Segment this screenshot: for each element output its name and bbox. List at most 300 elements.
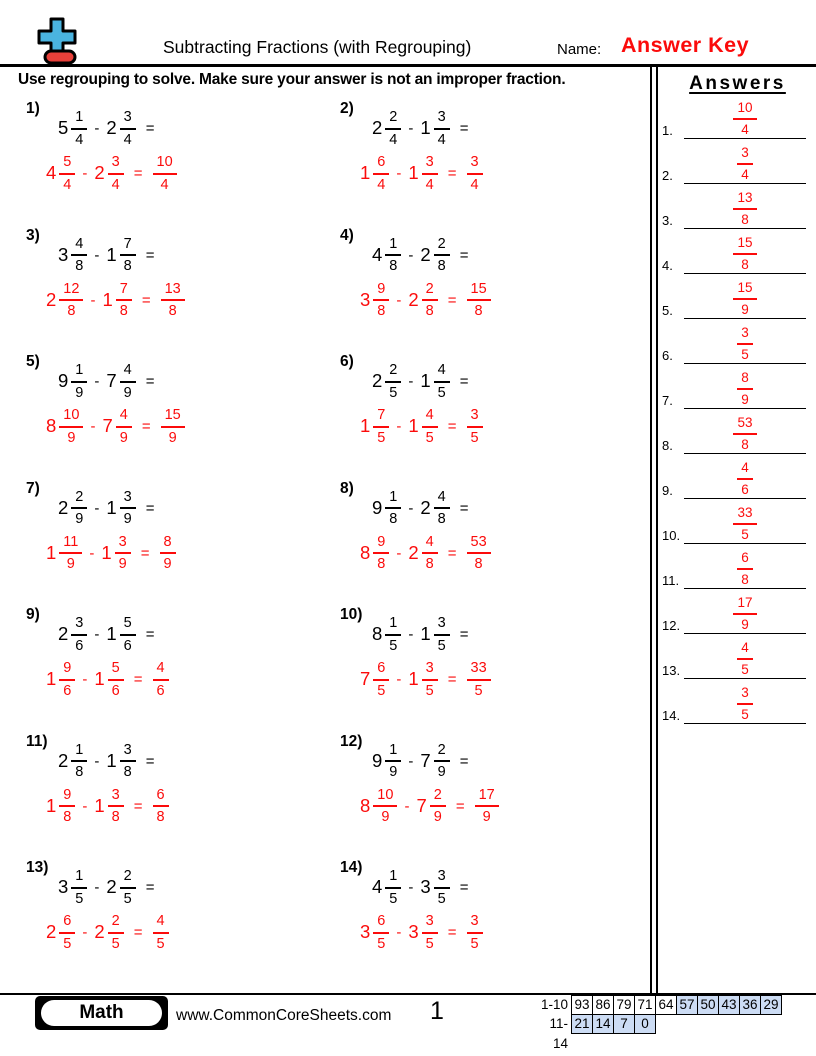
fraction-numerator: 10 <box>377 786 394 803</box>
score-cell: 43 <box>718 995 740 1015</box>
fraction-numerator: 3 <box>437 868 446 884</box>
fraction <box>108 155 124 192</box>
fraction-numerator: 4 <box>156 913 165 929</box>
minus-sign: - <box>94 373 100 390</box>
whole-number: 7 <box>360 668 371 690</box>
fraction-numerator: 17 <box>737 595 753 610</box>
fraction-denominator: 5 <box>377 429 386 446</box>
minus-sign: - <box>396 671 402 688</box>
fraction <box>385 110 401 147</box>
fraction <box>373 282 389 319</box>
fraction-numerator: 13 <box>164 280 181 297</box>
work-line <box>360 535 491 572</box>
whole-number: 1 <box>101 541 112 563</box>
fraction <box>59 155 75 192</box>
answer-fraction <box>684 191 806 226</box>
answer-blank-line <box>684 723 806 725</box>
fraction-numerator: 3 <box>75 615 84 631</box>
whole-number: 7 <box>106 370 117 392</box>
answer-number: 12. <box>662 618 681 633</box>
fraction <box>71 110 87 147</box>
work-line <box>46 155 177 192</box>
whole-number: 2 <box>94 921 105 943</box>
answer-fraction <box>684 596 806 631</box>
answer-number: 10. <box>662 528 681 543</box>
problem <box>0 94 330 221</box>
fraction-denominator: 8 <box>63 809 72 825</box>
question-line <box>372 490 491 527</box>
fraction <box>120 869 136 906</box>
fraction-numerator: 3 <box>123 109 132 125</box>
fraction-denominator: 6 <box>123 637 132 654</box>
equals-sign: = <box>447 671 457 688</box>
answer-number: 13. <box>662 663 681 678</box>
fraction <box>59 282 83 319</box>
problem-lines <box>46 741 169 825</box>
score-row-label: 11-14 <box>549 1016 568 1051</box>
problem-number: 5) <box>26 353 40 370</box>
mixed-number <box>106 363 135 400</box>
fraction-denominator: 6 <box>63 682 72 699</box>
fraction <box>120 237 136 274</box>
fraction <box>467 914 483 951</box>
whole-number: 2 <box>46 921 57 943</box>
fraction <box>733 416 756 451</box>
whole-number: 2 <box>106 117 117 139</box>
fraction-denominator: 9 <box>741 616 749 632</box>
fraction-denominator: 6 <box>75 637 84 654</box>
score-row-label: 1-10 <box>540 997 568 1012</box>
score-cell: 71 <box>634 995 656 1015</box>
fraction-numerator: 5 <box>123 615 132 631</box>
fraction <box>385 237 401 274</box>
fraction-numerator: 10 <box>156 154 173 170</box>
answer-fraction <box>684 146 806 181</box>
answer-number: 8. <box>662 438 673 453</box>
problem-lines <box>360 109 483 193</box>
mixed-number <box>94 155 123 192</box>
page-number: 1 <box>430 997 444 1025</box>
fraction-denominator: 8 <box>123 764 132 780</box>
work-line <box>46 535 176 572</box>
equals-sign: = <box>447 291 457 309</box>
fraction <box>422 155 438 192</box>
answer-blank-line <box>684 363 806 365</box>
mixed-number <box>94 914 123 951</box>
work-line <box>46 788 169 825</box>
answer-blank-line <box>684 633 806 635</box>
fraction-denominator: 4 <box>160 176 169 193</box>
whole-number: 2 <box>408 288 419 310</box>
mixed-number <box>420 237 449 274</box>
fraction <box>71 363 87 400</box>
minus-sign: - <box>90 418 96 435</box>
fraction <box>115 535 131 572</box>
equals-sign: = <box>447 165 457 182</box>
fraction-denominator: 8 <box>389 258 398 274</box>
mixed-number <box>420 363 449 400</box>
fraction-numerator: 7 <box>377 407 386 423</box>
fraction-denominator: 5 <box>63 935 72 952</box>
minus-sign: - <box>82 671 88 688</box>
whole-number: 1 <box>94 794 105 816</box>
whole-number: 4 <box>372 243 383 265</box>
answer-blank-line <box>684 408 806 410</box>
problem <box>0 600 330 727</box>
fraction <box>434 490 450 527</box>
fraction-denominator: 5 <box>474 682 483 699</box>
problem-lines <box>360 615 491 699</box>
fraction-denominator: 9 <box>741 301 749 317</box>
answers-list <box>659 99 816 729</box>
fraction <box>733 596 756 631</box>
whole-number: 8 <box>46 415 57 437</box>
fraction-numerator: 3 <box>470 913 479 929</box>
fraction-numerator: 15 <box>737 235 753 250</box>
question-line <box>58 237 185 274</box>
minus-sign: - <box>408 246 414 264</box>
score-cell: 64 <box>655 995 677 1015</box>
whole-number: 2 <box>372 370 383 392</box>
problem <box>0 347 330 474</box>
whole-number: 2 <box>94 162 105 184</box>
fraction-numerator: 9 <box>63 660 72 676</box>
equals-sign: = <box>145 120 155 137</box>
equals-sign: = <box>133 165 143 182</box>
question-line <box>58 110 177 147</box>
whole-number: 1 <box>420 623 431 645</box>
whole-number: 5 <box>58 117 69 139</box>
answer-fraction <box>684 461 806 496</box>
fraction <box>422 914 438 951</box>
minus-sign: - <box>408 879 414 896</box>
minus-sign: - <box>89 544 95 562</box>
answer-number: 3. <box>662 213 673 228</box>
fraction-denominator: 5 <box>437 384 446 401</box>
fraction-denominator: 5 <box>75 890 84 907</box>
fraction <box>737 641 753 676</box>
fraction-denominator: 4 <box>111 176 120 193</box>
answer-number: 11. <box>662 573 680 588</box>
score-cell: 93 <box>571 995 593 1015</box>
equals-sign: = <box>145 246 155 264</box>
mixed-number <box>102 408 131 445</box>
fraction <box>475 788 499 825</box>
fraction <box>59 788 75 825</box>
answer-item <box>659 279 816 324</box>
mixed-number <box>408 408 437 445</box>
fraction-denominator: 6 <box>156 682 165 699</box>
mixed-number <box>106 110 135 147</box>
problem-number: 8) <box>340 479 354 497</box>
fraction <box>733 506 756 541</box>
problem-number: 10) <box>340 606 363 623</box>
fraction-denominator: 8 <box>156 809 165 825</box>
math-badge <box>35 996 168 1030</box>
whole-number: 3 <box>58 243 69 265</box>
fraction-denominator: 8 <box>437 258 446 274</box>
equals-sign: = <box>145 752 155 770</box>
fraction-numerator: 9 <box>377 533 386 550</box>
work-line <box>360 788 499 825</box>
score-row-1 <box>535 995 782 1015</box>
fraction <box>737 551 753 586</box>
fraction-denominator: 9 <box>482 809 491 825</box>
mixed-number <box>58 363 87 400</box>
fraction <box>733 191 756 226</box>
minus-sign: - <box>408 120 414 137</box>
fraction <box>120 110 136 147</box>
fraction-numerator: 3 <box>741 145 749 160</box>
whole-number: 2 <box>420 243 431 265</box>
equals-sign: = <box>459 626 469 643</box>
mixed-number <box>372 743 401 780</box>
question-line <box>372 616 491 653</box>
fraction <box>434 743 450 780</box>
answer-number: 9. <box>662 483 673 498</box>
whole-number: 1 <box>46 794 57 816</box>
answer-fraction <box>684 371 806 406</box>
fraction-denominator: 5 <box>389 890 398 907</box>
fraction <box>385 490 401 527</box>
answer-blank-line <box>684 138 806 140</box>
fraction-denominator: 9 <box>741 391 749 407</box>
fraction <box>467 408 483 445</box>
work-line <box>360 282 491 319</box>
mixed-number <box>420 490 449 527</box>
fraction-denominator: 8 <box>377 556 386 572</box>
whole-number: 3 <box>408 921 419 943</box>
fraction-numerator: 5 <box>111 660 120 676</box>
problem-number: 9) <box>26 606 40 623</box>
fraction <box>120 616 136 653</box>
mixed-number <box>372 237 401 274</box>
fraction-numerator: 1 <box>389 488 398 505</box>
fraction <box>373 914 389 951</box>
fraction-denominator: 9 <box>433 809 442 825</box>
fraction <box>108 788 124 825</box>
equals-sign: = <box>459 373 469 390</box>
fraction <box>737 326 753 361</box>
score-row-2 <box>535 1014 782 1051</box>
answer-item <box>659 99 816 144</box>
whole-number: 2 <box>106 876 117 898</box>
fraction-numerator: 13 <box>737 190 753 205</box>
minus-sign: - <box>404 797 410 815</box>
fraction-numerator: 8 <box>741 370 749 385</box>
score-cell: 14 <box>592 1014 614 1034</box>
whole-number: 2 <box>420 496 431 518</box>
fraction <box>116 408 132 445</box>
fraction <box>737 146 753 181</box>
score-cell: 29 <box>760 995 782 1015</box>
name-label: Name: <box>557 41 602 58</box>
mixed-number <box>58 237 87 274</box>
fraction <box>108 914 124 951</box>
minus-sign: - <box>82 797 88 815</box>
answer-fraction <box>684 101 806 136</box>
fraction <box>467 155 483 192</box>
work-line <box>46 661 169 698</box>
fraction <box>161 408 185 445</box>
work-line <box>46 408 185 445</box>
fraction-numerator: 3 <box>741 685 749 700</box>
mixed-number <box>360 914 389 951</box>
whole-number: 4 <box>46 162 57 184</box>
fraction <box>434 237 450 274</box>
problems-grid <box>0 94 650 980</box>
fraction <box>153 661 169 698</box>
whole-number: 1 <box>46 541 57 563</box>
mixed-number <box>58 616 87 653</box>
whole-number: 7 <box>416 794 427 816</box>
problem-number: 7) <box>26 479 40 497</box>
fraction <box>71 616 87 653</box>
fraction-numerator: 1 <box>75 868 84 884</box>
whole-number: 1 <box>408 415 419 437</box>
minus-sign: - <box>90 291 96 309</box>
fraction <box>373 155 389 192</box>
mixed-number <box>372 110 401 147</box>
equals-sign: = <box>133 797 143 815</box>
fraction-numerator: 6 <box>377 154 386 170</box>
problem-lines <box>46 615 169 699</box>
work-line <box>360 408 483 445</box>
instruction-text: Use regrouping to solve. Make sure your answer is not an improper fraction. <box>18 71 566 88</box>
answer-blank-line <box>684 228 806 230</box>
problem-lines <box>360 362 483 446</box>
answer-number: 5. <box>662 303 673 318</box>
mixed-number <box>360 535 389 572</box>
mixed-number <box>106 237 135 274</box>
fraction <box>71 490 87 527</box>
fraction <box>422 282 438 319</box>
equals-sign: = <box>447 924 457 941</box>
fraction-denominator: 5 <box>425 682 434 699</box>
fraction-numerator: 10 <box>737 100 753 115</box>
fraction-numerator: 4 <box>425 407 434 423</box>
problem-number: 14) <box>340 859 363 876</box>
minus-sign: - <box>82 165 88 182</box>
fraction <box>153 788 169 825</box>
fraction-denominator: 5 <box>156 935 165 952</box>
whole-number: 1 <box>94 668 105 690</box>
answer-fraction <box>684 641 806 676</box>
fraction-denominator: 4 <box>741 121 749 137</box>
fraction-numerator: 6 <box>377 913 386 929</box>
problem-lines <box>46 235 185 319</box>
equals-sign: = <box>459 246 469 264</box>
fraction-denominator: 5 <box>741 526 749 542</box>
equals-sign: = <box>459 752 469 770</box>
problem <box>0 474 330 601</box>
mixed-number <box>360 155 389 192</box>
question-line <box>58 616 169 653</box>
mixed-number <box>94 661 123 698</box>
fraction-denominator: 8 <box>741 256 749 272</box>
fraction-numerator: 4 <box>156 660 165 676</box>
fraction-denominator: 5 <box>741 706 749 722</box>
whole-number: 4 <box>372 876 383 898</box>
problem-lines <box>360 235 491 319</box>
minus-sign: - <box>94 626 100 643</box>
fraction-denominator: 4 <box>437 131 446 148</box>
fraction <box>153 155 177 192</box>
answer-fraction <box>684 686 806 721</box>
equals-sign: = <box>145 626 155 643</box>
fraction-denominator: 9 <box>437 764 446 780</box>
fraction-numerator: 7 <box>123 235 132 252</box>
question-line <box>58 363 185 400</box>
fraction-numerator: 6 <box>156 786 165 803</box>
fraction-denominator: 4 <box>75 131 84 148</box>
fraction-numerator: 3 <box>470 407 479 423</box>
mixed-number <box>360 661 389 698</box>
fraction-denominator: 8 <box>741 436 749 452</box>
mixed-number <box>420 869 449 906</box>
fraction-numerator: 53 <box>737 415 753 430</box>
fraction-denominator: 9 <box>66 556 75 572</box>
fraction-denominator: 6 <box>741 481 749 497</box>
minus-sign: - <box>396 544 402 562</box>
problem <box>330 94 650 221</box>
answer-blank-line <box>684 588 806 590</box>
mixed-number <box>408 155 437 192</box>
fraction-numerator: 1 <box>389 235 398 252</box>
fraction-numerator: 3 <box>425 913 434 929</box>
equals-sign: = <box>145 373 155 390</box>
fraction-numerator: 53 <box>470 533 487 550</box>
fraction <box>467 535 491 572</box>
problem <box>330 474 650 601</box>
fraction <box>59 408 83 445</box>
fraction <box>737 686 753 721</box>
problem <box>330 221 650 348</box>
fraction-denominator: 9 <box>381 809 390 825</box>
minus-sign: - <box>94 120 100 137</box>
work-line <box>360 914 483 951</box>
answer-blank-line <box>684 543 806 545</box>
fraction-denominator: 8 <box>75 764 84 780</box>
equals-sign: = <box>145 879 155 896</box>
whole-number: 2 <box>58 749 69 771</box>
score-cells-row-1 <box>572 995 782 1015</box>
question-line <box>372 869 483 906</box>
fraction-numerator: 3 <box>425 154 434 170</box>
problem <box>0 221 330 348</box>
fraction-denominator: 8 <box>168 303 177 319</box>
mixed-number <box>94 788 123 825</box>
score-cell: 0 <box>634 1014 656 1034</box>
fraction-denominator: 5 <box>425 935 434 952</box>
work-line <box>46 282 185 319</box>
problem-number: 3) <box>26 226 40 244</box>
whole-number: 1 <box>408 162 419 184</box>
fraction-denominator: 5 <box>377 935 386 952</box>
score-cells-row-2 <box>572 1014 656 1034</box>
mixed-number <box>360 408 389 445</box>
fraction <box>373 661 389 698</box>
score-cell: 21 <box>571 1014 593 1034</box>
plus-minus-logo-icon <box>36 17 82 65</box>
mixed-number <box>372 363 401 400</box>
equals-sign: = <box>459 120 469 137</box>
fraction-numerator: 2 <box>425 280 434 297</box>
whole-number: 1 <box>106 749 117 771</box>
worksheet-title: Subtracting Fractions (with Regrouping) <box>163 37 472 57</box>
fraction-denominator: 5 <box>111 935 120 952</box>
fraction-numerator: 8 <box>163 533 172 550</box>
